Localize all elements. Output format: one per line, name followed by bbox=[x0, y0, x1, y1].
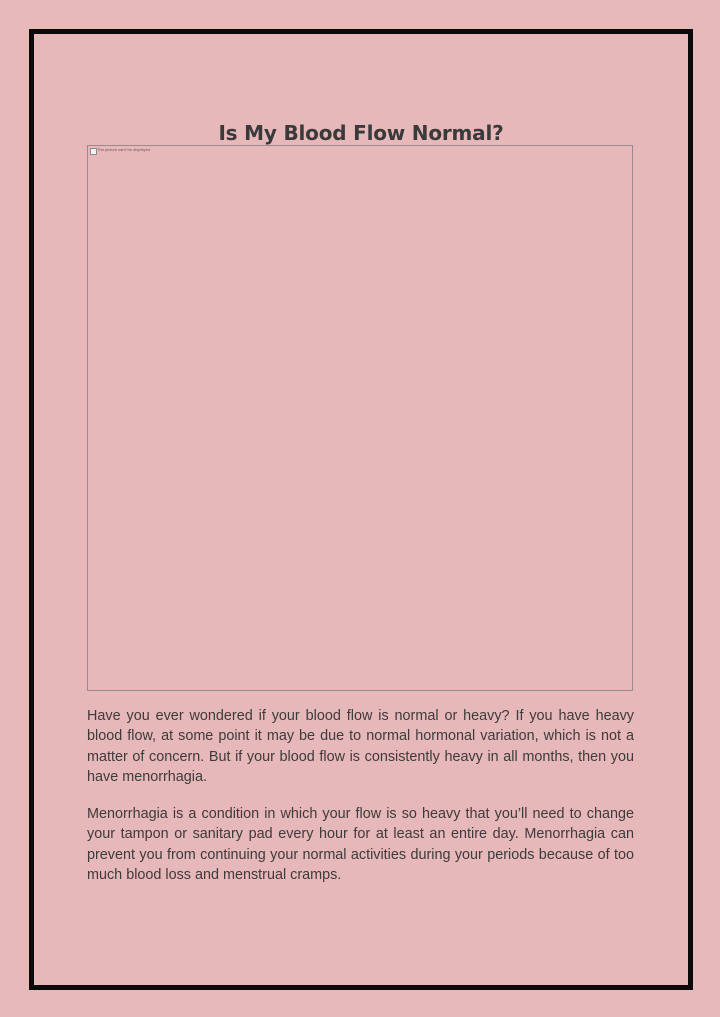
paragraph-intro: Have you ever wondered if your blood flow is normal or heavy? If you have heavy blood flow, at some point it may be due to normal hormonal variation, which is not a matter of concern. But if your blood flow is consistently heavy in all months, then you have menorrhagia. bbox=[87, 708, 634, 786]
paragraph-menorrhagia: Menorrhagia is a condition in which your flow is so heavy that you’ll need to change your tampon or sanitary pad every hour for at least an entire day. Menorrhagia can prevent you from continuing your normal activities during your periods because of too much blood loss and menstrual cramps. bbox=[87, 806, 634, 884]
broken-image-icon bbox=[90, 148, 97, 155]
page-border bbox=[29, 29, 693, 990]
broken-image-placeholder bbox=[87, 145, 633, 691]
broken-image-alt-text: The picture can't be displayed. bbox=[97, 147, 152, 152]
page-title: Is My Blood Flow Normal? bbox=[218, 121, 504, 146]
